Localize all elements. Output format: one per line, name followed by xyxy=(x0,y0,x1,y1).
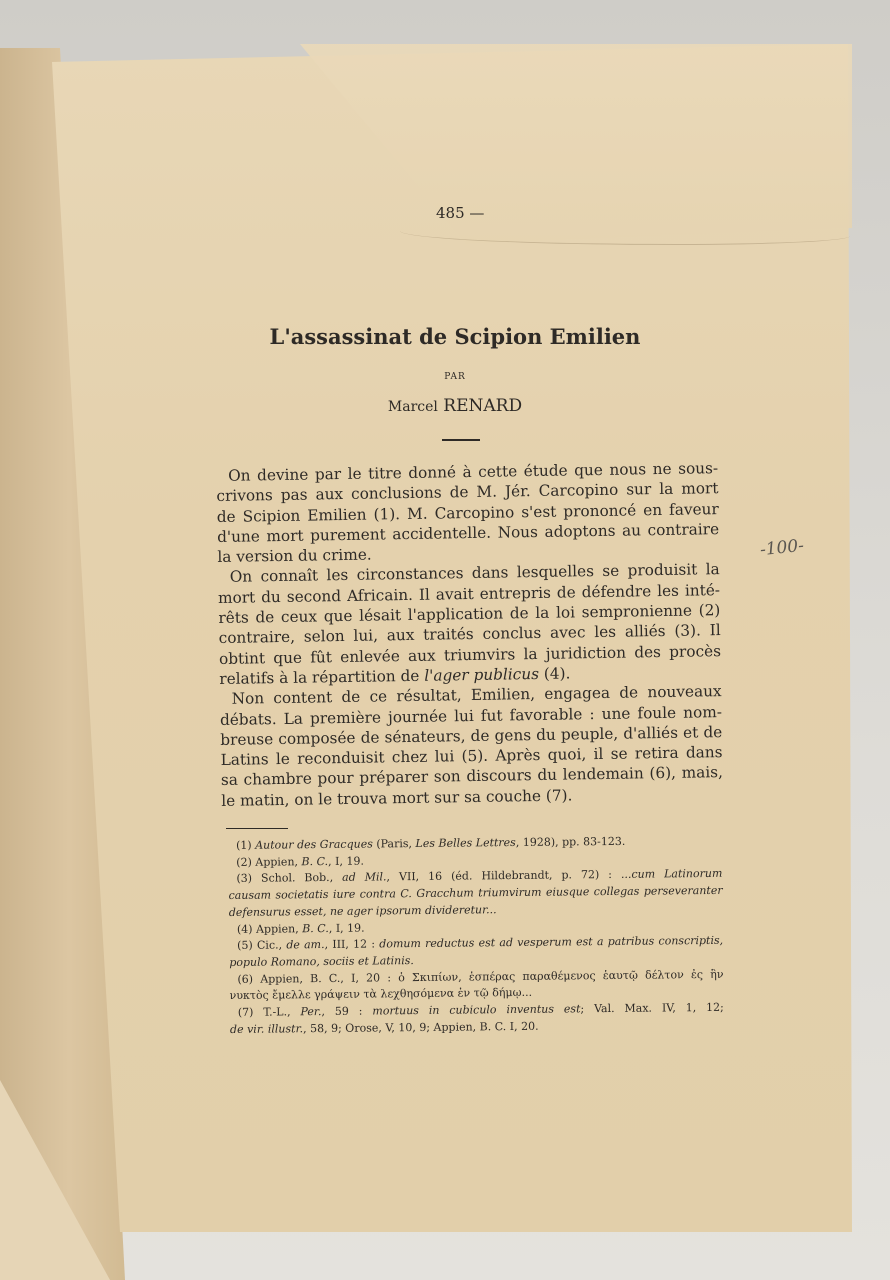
footnote-greek: ὁ Σκιπίων, ἑσπέρας παραθέμενος ἑαυτῷ δέλτον ἐς ἣν xyxy=(398,967,724,984)
footnote-text: ; Val. Max. IV, 1, 12; xyxy=(580,1000,724,1016)
footnote-number: (4) xyxy=(236,922,253,936)
italic-term: l'ager publicus xyxy=(424,664,540,685)
author-name xyxy=(200,396,710,416)
text-line: la version du crime. xyxy=(217,545,372,567)
footnote-3: (3) Schol. Bob., ad Mil., VII, 16 (éd. Hildebrandt, p. 72) : ...cum Latinorum xyxy=(236,867,723,886)
footnote-text: , I, 19. xyxy=(328,921,365,935)
footnote-number: (1) xyxy=(236,838,252,852)
footnote-text: , 59 : xyxy=(321,1004,373,1019)
title-divider xyxy=(442,439,480,441)
text-line: d'une mort purement accidentelle. Nous adoptons au contraire xyxy=(216,519,720,546)
footnote-quote: populo Romano, sociis et Latinis. xyxy=(229,953,414,969)
text-line: On connaît les circonstances dans lesquelles se produisit la xyxy=(229,560,720,587)
footnote-text: , VII, 16 (éd. Hildebrandt, p. 72) : xyxy=(386,868,622,884)
text-line: Non content de ce résultat, Emilien, engagea de nouveaux xyxy=(231,682,722,709)
footnote-7: (7) T.-L., Per., 59 : mortuus in cubiculo inventus est; Val. Max. IV, 1, 12; xyxy=(237,1000,724,1019)
footnote-quote: ...cum Latinorum xyxy=(620,867,723,882)
text-segment: relatifs à la répartition de xyxy=(219,666,425,688)
text-line: breuse composée de sénateurs, de gens du peuple, d'alliés et de xyxy=(220,722,723,749)
footnote-text: (Paris, xyxy=(372,837,416,851)
article-body xyxy=(216,458,723,811)
paragraph-3 xyxy=(220,681,724,811)
text-line: On devine par le titre donné à cette étude que nous ne sous- xyxy=(228,459,719,485)
text-line: débats. La première journée lui fut favorable : une foule nom- xyxy=(219,702,723,729)
footnote-work: Per. xyxy=(300,1005,322,1019)
footnote-publisher: Les Belles Lettres xyxy=(415,835,516,851)
footnote-text: , 58, 9; Orose, V, 10, 9; Appien, B. C. I, 20. xyxy=(303,1019,539,1035)
paragraph-2 xyxy=(218,560,722,690)
text-line: contraire, selon lui, aux traités conclus avec les alliés (3). Il xyxy=(218,621,721,648)
byline: PAR xyxy=(444,372,466,382)
text-line: Latins le reconduisit chez lui (5). Après quoi, il se retira dans xyxy=(220,743,723,770)
footnote-4: (4) Appien, B. C., I, 19. xyxy=(236,921,365,936)
footnote-quote: causam societatis iure contra C. Gracchum triumvirum eiusque collegas perseveranter xyxy=(228,883,723,903)
article-title: L'assassinat de Scipion Emilien xyxy=(269,324,641,349)
footnote-work: de am. xyxy=(286,938,325,952)
footnote-number: (5) xyxy=(237,938,253,953)
footnote-work: B. C. xyxy=(301,854,329,868)
footnote-author: Appien xyxy=(255,855,295,869)
footnote-number: (6) xyxy=(237,972,254,986)
footnote-work: ad Mil. xyxy=(342,870,387,885)
footnote-quote: domum reductus est ad vesperum est a patribus conscriptis, xyxy=(379,934,724,951)
footnote-2: (2) Appien, B. C., I, 19. xyxy=(236,854,364,869)
pencil-annotation: -100- xyxy=(759,535,805,561)
footnotes xyxy=(228,833,724,1039)
text-line: mort du second Africain. Il avait entrepris de défendre les inté- xyxy=(217,580,721,607)
text-line: le matin, on le trouva mort sur sa couche (7). xyxy=(221,786,573,810)
text-line: de Scipion Emilien (1). M. Carcopino s'est prononcé en faveur xyxy=(216,499,719,526)
footnote-author: Appien xyxy=(255,921,296,936)
paragraph-1 xyxy=(216,458,720,567)
footnote-title: Autour des Gracques xyxy=(255,837,373,852)
footnote-greek: νυκτὸς ἔμελλε γράψειν τὰ λεχθησόμενα ἐν τῷ δήμῳ... xyxy=(229,986,533,1003)
author-last-name: RENARD xyxy=(443,396,523,416)
footnote-quote: defensurus esset, ne ager ipsorum divideretur... xyxy=(228,903,497,919)
footnote-text: , B. C., I, 20 : xyxy=(299,970,399,985)
page-number: 485 — xyxy=(436,204,485,222)
text-line: rêts de ceux que lésait l'application de la loi sempronienne (2) xyxy=(218,601,721,628)
footnote-5: (5) Cic., de am., III, 12 : domum reductus est ad vesperum est a patribus conscriptis, xyxy=(237,934,724,953)
footnote-number: (2) xyxy=(236,855,252,869)
footnote-work: de vir. illustr. xyxy=(229,1021,304,1036)
text-line: obtint que fût enlevée aux triumvirs la juridiction des procès xyxy=(218,641,722,668)
footnote-work: B. C. xyxy=(302,921,329,935)
footnote-author: Schol. Bob. xyxy=(260,871,330,886)
footnote-author: Cic. xyxy=(256,938,279,952)
footnote-number: (3) xyxy=(236,872,253,886)
text-line: crivons pas aux conclusions de M. Jér. Carcopino sur la mort xyxy=(216,479,719,506)
text-line: sa chambre pour préparer son discours du lendemain (6), mais, xyxy=(220,763,724,790)
footnote-number: (7) xyxy=(237,1005,254,1019)
footnote-quote: mortuus in cubiculo inventus est xyxy=(372,1002,581,1018)
footnote-divider xyxy=(226,828,288,829)
footnote-text: , 1928), pp. 83-123. xyxy=(515,834,626,849)
footnote-text: , I, 19. xyxy=(328,854,364,868)
footnote-author: Appien xyxy=(260,971,300,986)
footnote-text: , III, 12 : xyxy=(324,937,380,952)
author-first-name: Marcel xyxy=(387,399,438,415)
text-segment: (4). xyxy=(538,664,571,683)
footnote-author: T.-L. xyxy=(263,1005,288,1019)
